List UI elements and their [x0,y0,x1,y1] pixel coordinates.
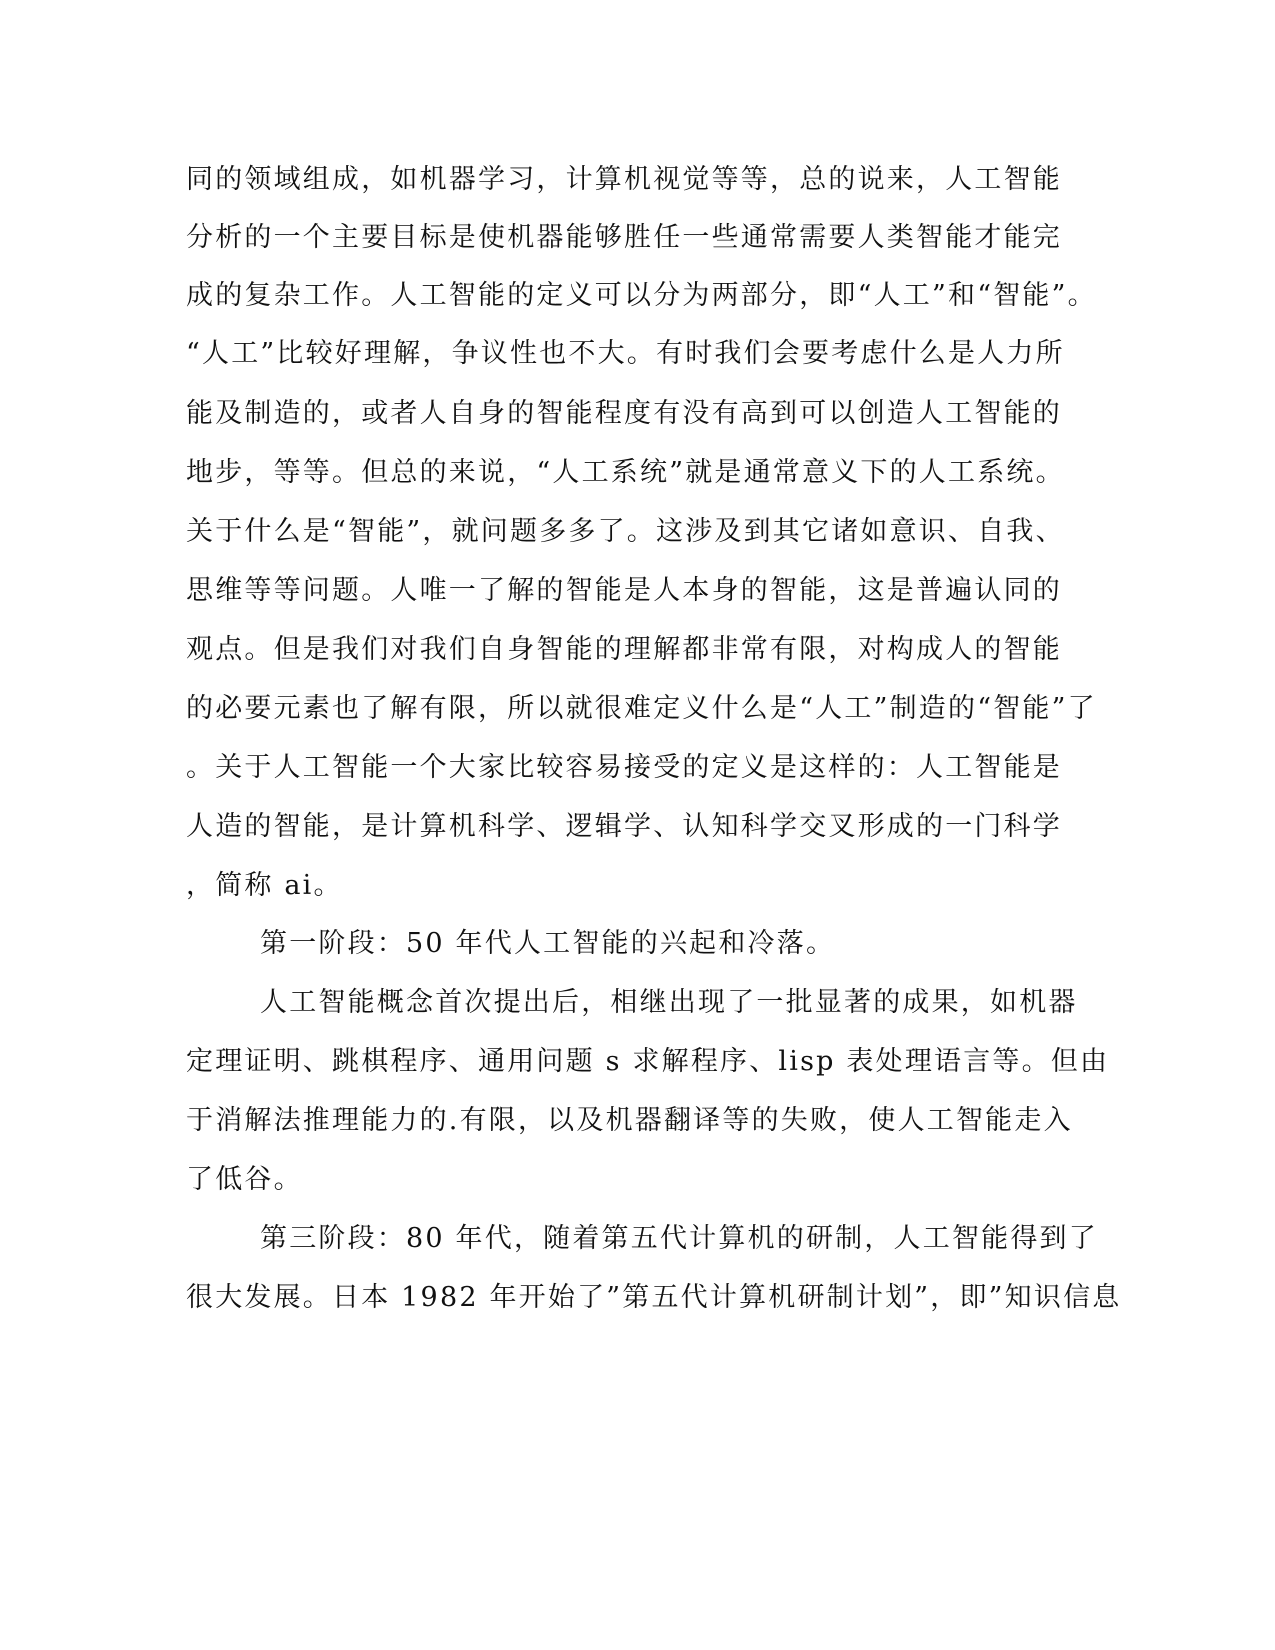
text-line: 于消解法推理能力的.有限，以及机器翻译等的失败，使人工智能走入 [186,1105,1073,1136]
text-line: 。关于人工智能一个大家比较容易接受的定义是这样的：人工智能是 [186,752,1062,783]
text-line: 关于什么是“智能”，就问题多多了。这涉及到其它诸如意识、自我、 [186,516,1065,547]
text-line: 的必要元素也了解有限，所以就很难定义什么是“人工”制造的“智能”了 [186,693,1097,724]
text-line: 人造的智能，是计算机科学、逻辑学、认知科学交叉形成的一门科学 [186,811,1062,842]
text-line: 思维等等问题。人唯一了解的智能是人本身的智能，这是普遍认同的 [186,575,1062,606]
text-line: 了低谷。 [186,1164,303,1195]
text-line: 很大发展。日本 1982 年开始了”第五代计算机研制计划”，即”知识信息 [186,1282,1122,1313]
section-heading: 第一阶段：50 年代人工智能的兴起和冷落。 [260,928,836,959]
paragraph-first-line: 人工智能概念首次提出后，相继出现了一批显著的成果，如机器 [260,987,1078,1018]
text-line: 观点。但是我们对我们自身智能的理解都非常有限，对构成人的智能 [186,634,1062,665]
text-line: 地步，等等。但总的来说，“人工系统”就是通常意义下的人工系统。 [186,457,1065,488]
text-line: 同的领域组成，如机器学习，计算机视觉等等，总的说来，人工智能 [186,164,1062,195]
text-line: 分析的一个主要目标是使机器能够胜任一些通常需要人类智能才能完 [186,222,1062,253]
text-line: 能及制造的，或者人自身的智能程度有没有高到可以创造人工智能的 [186,398,1062,429]
text-line: 成的复杂工作。人工智能的定义可以分为两部分，即“人工”和“智能”。 [186,280,1097,311]
text-line: ，简称 ai。 [186,870,343,901]
text-line: “人工”比较好理解，争议性也不大。有时我们会要考虑什么是人力所 [186,338,1065,369]
paragraph-first-line: 第三阶段：80 年代，随着第五代计算机的研制，人工智能得到了 [260,1223,1098,1254]
text-line: 定理证明、跳棋程序、通用问题 s 求解程序、lisp 表处理语言等。但由 [186,1046,1110,1077]
